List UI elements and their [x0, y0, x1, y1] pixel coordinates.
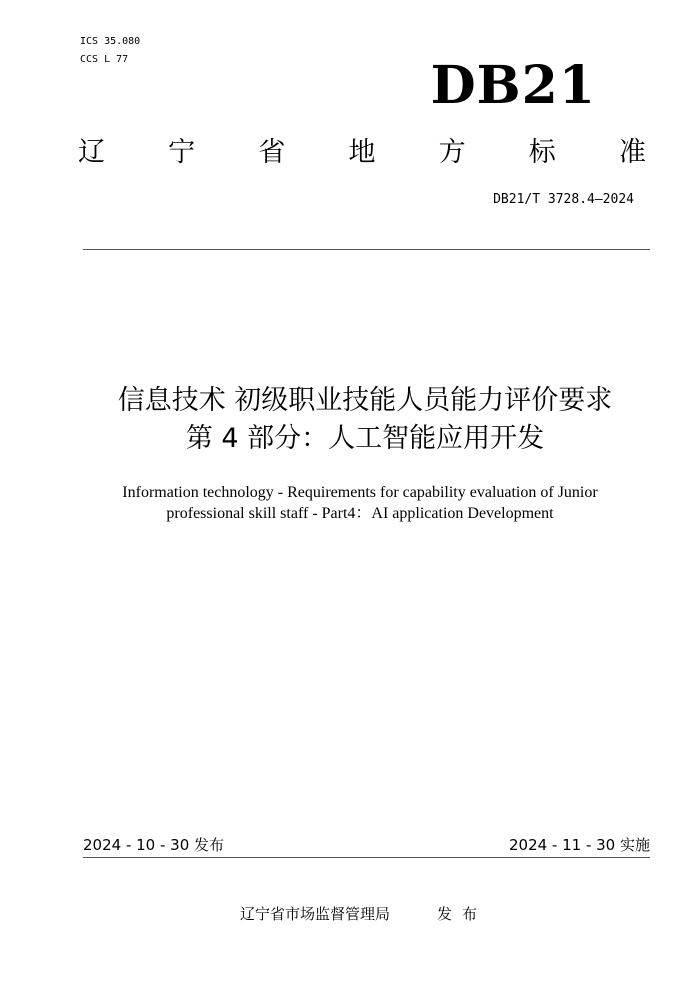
- chinese-title-line-2: 第 4 部分：人工智能应用开发: [185, 423, 545, 454]
- standard-type-char: 宁: [168, 137, 196, 168]
- standard-type-char: 准: [618, 137, 646, 168]
- standard-number: DB21/T 3728.4—2024: [493, 192, 634, 207]
- english-title-line-2: professional skill staff - Part4：AI application Development: [166, 505, 554, 522]
- top-divider: [83, 249, 650, 250]
- standard-type-char: 方: [438, 137, 466, 168]
- issue-date: 2024 - 10 - 30 发布: [83, 836, 225, 854]
- publish-label: 发布: [437, 905, 488, 923]
- standard-type-char: 地: [348, 137, 376, 168]
- standard-type-char: 辽: [78, 137, 105, 168]
- english-title-line-1: Information technology - Requirements for capability evaluation of Junior: [122, 484, 598, 501]
- standard-type-title: [78, 136, 646, 170]
- standard-type-char: 省: [258, 137, 286, 168]
- chinese-title-line-1: 信息技术 初级职业技能人员能力评价要求: [117, 385, 613, 416]
- english-title: [60, 482, 660, 524]
- ics-code: ICS 35.080: [80, 36, 141, 47]
- publisher: 辽宁省市场监督管理局: [240, 905, 391, 923]
- ccs-code: CCS L 77: [80, 54, 129, 65]
- db21-logo: DB21: [430, 55, 596, 116]
- bottom-divider: [83, 857, 650, 858]
- standard-type-char: 标: [528, 137, 556, 168]
- implementation-date: 2024 - 11 - 30 实施: [508, 836, 650, 854]
- chinese-title: [40, 382, 690, 458]
